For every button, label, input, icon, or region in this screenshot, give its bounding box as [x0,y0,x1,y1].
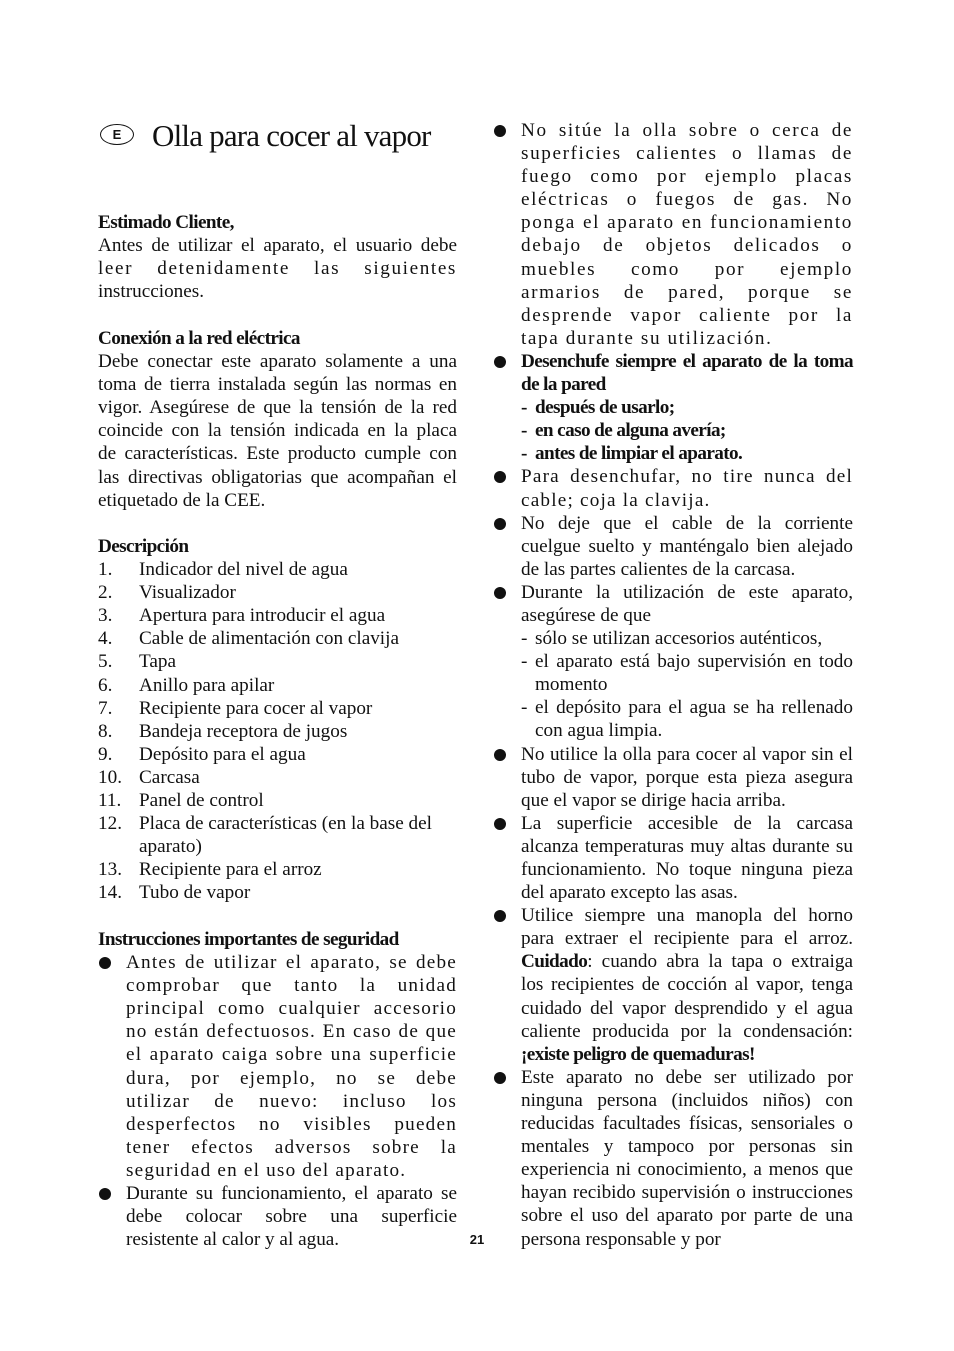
list-item [98,766,457,789]
safety-bullet [98,951,457,1182]
bullet-icon [494,518,506,530]
connection-line: las directivas obligatorias que acompañan el [98,466,457,488]
bullet-text: : cuando abra la tapa o extraiga los recipientes de cocción al vapor, tenga cuidado del vapor desprendido y el agua caliente producida por la condensación: [521,951,853,1042]
item-number: 13. [98,859,122,881]
item-text: Recipiente para cocer al vapor [139,697,373,719]
connection-section [98,327,457,512]
sub-item-text: sólo se utilizan accesorios auténticos, [535,628,823,650]
item-text: Panel de control [139,790,264,812]
sub-item-text: antes de limpiar el aparato. [535,443,743,465]
bullet-icon [99,1188,111,1200]
bullet-text: Antes de utilizar el aparato, se debe comprobar que tanto la unidad principal como cualquier accesorio no están defectuosos. En caso de que el aparato caiga sobre una superficie dura, por ejemplo, no se debe utilizar de nuevo: incluso los desperfectos no visibles pueden tener efectos adversos sobre la seguridad en el uso del aparato. [126,952,457,1181]
item-text: Tapa [139,651,177,673]
description-list [98,558,457,904]
list-item [98,858,457,881]
bullet-icon [494,356,506,368]
bullet-icon [494,587,506,599]
bullet-text: Este aparato no debe ser utilizado por ninguna persona (incluidos niños) con reducidas facultades físicas, sensoriales o mentales y tampoco por personas sin experiencia ni conocimiento, a menos que hayan recibido supervisión o instrucciones sobre el uso del aparato por parte de una persona responsable y por [521,1066,853,1250]
list-item [98,650,457,673]
bullet-text: Para desenchufar, no tire nunca del cable; coja la clavija. [521,466,853,511]
bullet-icon [494,1072,506,1084]
sub-item: - antes de limpiar el aparato. [521,443,743,465]
list-item [98,627,457,650]
item-number: 4. [98,628,113,650]
item-number: 10. [98,766,122,788]
bullet-text: La superficie accesible de la carcasa alcanza temperaturas muy altas durante su funcionamiento. No toque ninguna pieza del aparato excepto las asas. [521,812,853,904]
bullet-text: No utilice la olla para cocer al vapor sin el tubo de vapor, porque esta pieza asegura que el vapor se dirige hacia arriba. [521,743,853,811]
item-text: Tubo de vapor [139,882,251,904]
language-badge: E [100,124,134,145]
greeting-line: leer detenidamente las siguientes [98,258,457,280]
connection-line: toma de tierra instalada según las normas en [98,374,457,396]
sub-item-text: el aparato está bajo supervisión en todo momento [535,651,853,696]
safety-bullet [493,743,853,812]
item-text: Bandeja receptora de jugos [139,720,348,742]
item-text: Recipiente para el arroz [139,859,322,881]
safety-bullet [493,350,853,465]
burn-warning: ¡existe peligro de quemaduras! [521,1043,755,1065]
item-text: Depósito para el agua [139,743,306,765]
item-number: 8. [98,720,113,742]
safety-bullet [493,904,853,1066]
list-item [98,720,457,743]
safety-bullet [493,1066,853,1251]
sub-item-text: el depósito para el agua se ha rellenado con agua limpia. [535,697,853,742]
list-item [98,697,457,720]
greeting-line: instrucciones. [98,281,205,303]
greeting-section [98,211,457,303]
caution-label: Cuidado [521,951,588,973]
sub-item: - después de usarlo; [521,397,675,419]
sub-item: - en caso de alguna avería; [521,420,726,442]
item-number: 11. [98,790,122,812]
item-number: 5. [98,651,113,673]
connection-line: de características. Este producto cumple con [98,443,457,465]
item-number: 2. [98,582,113,604]
bullet-icon [494,818,506,830]
list-item [98,789,457,812]
item-number: 3. [98,605,113,627]
bullet-text: Durante la utilización de este aparato, asegúrese de que [521,581,853,626]
bullet-text: Durante su funcionamiento, el aparato se debe colocar sobre una superficie resistente al calor y al agua. [126,1183,457,1251]
item-text: Placa de características (en la base del aparato) [139,813,432,858]
bullet-text: Utilice siempre una manopla del horno para extraer el recipiente para el arroz. [521,905,853,950]
bullet-text: No sitúe la olla sobre o cerca de superficies calientes o llamas de fuego como por ejemplo placas eléctricas o fuegos de gas. No ponga el aparato en funcionamiento debajo de objetos delicados o muebles como por ejemplo armarios de pared, porque se desprende vapor caliente por la tapa durante su utilización. [521,120,853,349]
list-item [98,558,457,581]
list-item [98,812,457,858]
item-text: Anillo para apilar [139,674,275,696]
bullet-icon [494,910,506,922]
connection-line: coincide con la tensión indicada en la placa [98,420,457,442]
safety-bullet [493,812,853,904]
list-item [98,881,457,904]
safety-heading: Instrucciones importantes de seguridad [98,929,399,950]
sub-item: - sólo se utilizan accesorios auténticos, [521,628,823,650]
greeting-heading: Estimado Cliente, [98,212,234,233]
list-item [98,743,457,766]
safety-bullet [493,465,853,511]
item-number: 9. [98,743,113,765]
bullet-text: No deje que el cable de la corriente cuelgue suelto y manténgalo bien alejado de las partes calientes de la carcasa. [521,512,853,580]
safety-bullet [493,119,853,350]
sub-item: - el depósito para el agua se ha rellenado con agua limpia. [521,697,853,742]
sub-item-text: en caso de alguna avería; [535,420,726,442]
connection-line: etiquetado de la CEE. [98,489,266,511]
bullet-icon [494,749,506,761]
item-number: 12. [98,813,122,835]
bullet-icon [99,957,111,969]
item-number: 6. [98,674,113,696]
item-text: Indicador del nivel de agua [139,559,348,581]
item-number: 1. [98,559,113,581]
bullet-text: Desenchufe siempre el aparato de la toma de la pared [521,350,853,396]
description-section [98,535,457,905]
list-item [98,604,457,627]
item-number: 7. [98,697,113,719]
connection-line: vigor. Asegúrese de que la tensión de la red [98,397,457,419]
item-text: Visualizador [139,582,236,604]
bullet-icon [494,471,506,483]
page-title: Olla para cocer al vapor [152,118,431,153]
sub-item-text: después de usarlo; [535,397,675,419]
bullet-icon [494,125,506,137]
safety-section-right [493,119,853,1251]
connection-line: Debe conectar este aparato solamente a una [98,351,457,373]
sub-item: - el aparato está bajo supervisión en todo momento [521,651,853,696]
list-item [98,674,457,697]
safety-bullet [493,581,853,743]
list-item [98,581,457,604]
greeting-line: Antes de utilizar el aparato, el usuario debe [98,235,457,257]
item-text: Cable de alimentación con clavija [139,628,399,650]
description-heading: Descripción [98,536,189,557]
safety-section-left [98,928,457,1251]
item-text: Carcasa [139,766,200,788]
connection-heading: Conexión a la red eléctrica [98,328,300,349]
safety-bullet [493,512,853,581]
item-number: 14. [98,882,122,904]
item-text: Apertura para introducir el agua [139,605,386,627]
page-number: 21 [469,1232,485,1247]
